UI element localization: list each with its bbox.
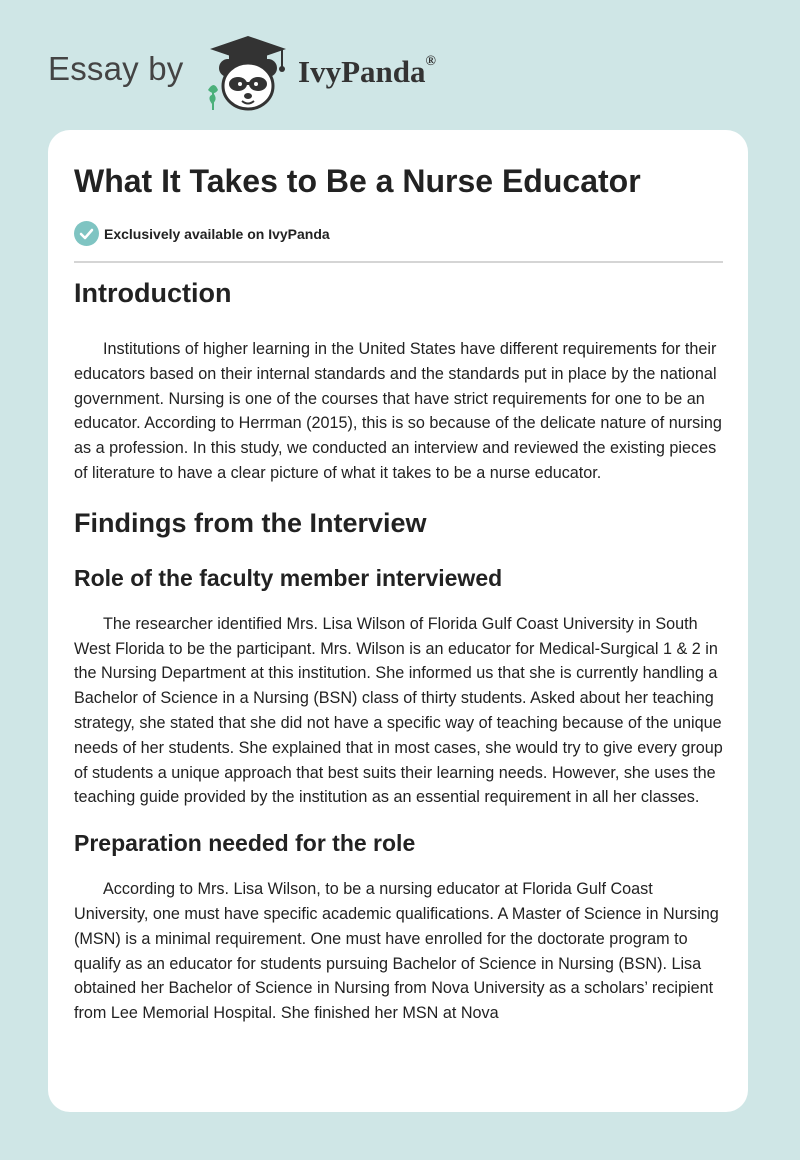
introduction-heading: Introduction: [74, 278, 232, 308]
registered-mark: ®: [425, 53, 436, 69]
essay-by-label: Essay by: [48, 50, 184, 87]
role-heading: Role of the faculty member interviewed: [74, 564, 503, 591]
ivypanda-logo-icon[interactable]: [202, 34, 294, 114]
checkmark-icon: [74, 221, 99, 246]
preparation-paragraph: According to Mrs. Lisa Wilson, to be a nursing educator at Florida Gulf Coast University, one must have specific academic qualifications. A Master of Science in Nursing (MSN) is a minimal requirement. One must have enrolled for the doctorate program to qualify as an educator for students pursuing Bachelor of Science in Nursing (BSN). Lisa obtained her Bachelor of Science in Nursing from Nova University as a scholars’ recipient from Lee Memorial Hospital. She finished her MSN at Nova: [74, 880, 719, 1023]
title-divider: [74, 261, 723, 263]
page-title: What It Takes to Be a Nurse Educator: [74, 163, 641, 199]
article-body: [74, 278, 724, 1026]
article-card: [48, 130, 748, 1112]
findings-heading: Findings from the Interview: [74, 507, 427, 538]
exclusive-badge-label: Exclusively available on IvyPanda: [104, 225, 330, 242]
exclusive-badge: [74, 221, 330, 246]
brand-name[interactable]: IvyPanda®: [298, 53, 436, 89]
role-paragraph: The researcher identified Mrs. Lisa Wilson of Florida Gulf Coast University in South West Florida to be the participant. Mrs. Wilson is an educator for Medical-Surgical 1 & 2 in the Nursing Department at this institution. She informed us that she is currently handling a Bachelor of Science in a Nursing (BSN) class of thirty students. Asked about her teaching strategy, she stated that she did not have a specific way of teaching because of the unique needs of her students. She explained that in most cases, she would try to give every group of students a unique approach that best suits their learning needs. However, she uses the teaching guide provided by the institution as an essential requirement in all her classes.: [74, 614, 723, 807]
introduction-paragraph: Institutions of higher learning in the United States have different requirements for their educators based on their internal standards and the standards put in place by the national government. Nursing is one of the courses that have strict requirements for one to be an educator. According to Herrman (2015), this is so because of the delicate nature of nursing as a profession. In this study, we conducted an interview and reviewed the existing pieces of literature to have a clear picture of what it takes to be a nurse educator.: [74, 340, 722, 482]
preparation-heading: Preparation needed for the role: [74, 830, 416, 857]
site-header: [0, 0, 800, 130]
